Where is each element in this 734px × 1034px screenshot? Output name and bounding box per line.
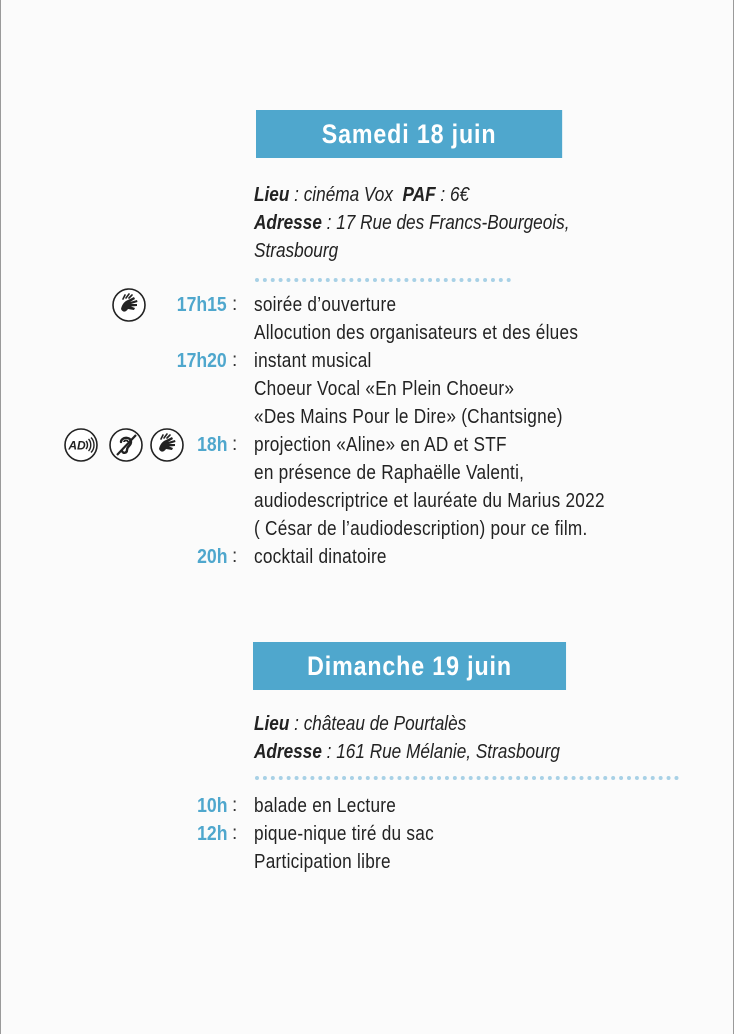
schedule-row <box>1 459 734 487</box>
sunday-lieu-sep: : <box>289 713 304 735</box>
schedule-row <box>1 543 734 571</box>
schedule-time: 10h <box>196 795 227 817</box>
schedule-time: 17h15 <box>177 294 227 316</box>
schedule-text: pique-nique tiré du sac <box>254 823 434 845</box>
sunday-lieu-value: château de Pourtalès <box>303 713 467 735</box>
schedule-text: «Des Mains Pour le Dire» (Chantsigne) <box>254 406 563 428</box>
sign-language-icon <box>112 288 146 322</box>
saturday-lieu-sep: : <box>289 184 304 206</box>
sunday-adresse-label: Adresse <box>254 741 322 763</box>
svg-text:AD: AD <box>68 438 86 453</box>
saturday-adresse-line2: Strasbourg <box>254 240 339 262</box>
sign-language-icon <box>150 428 184 462</box>
schedule-text: audiodescriptrice et lauréate du Marius 2022 <box>254 490 605 512</box>
schedule-colon: : <box>232 434 238 455</box>
audio-description-icon <box>64 428 98 462</box>
schedule-text: cocktail dinatoire <box>254 546 387 568</box>
schedule-text: Allocution des organisateurs et des élues <box>254 322 579 344</box>
schedule-text: en présence de Raphaëlle Valenti, <box>254 462 525 484</box>
sunday-address <box>254 738 560 766</box>
schedule-text: ( César de l’audiodescription) pour ce film. <box>254 518 588 540</box>
schedule-colon: : <box>232 795 238 816</box>
sunday-divider <box>255 776 679 780</box>
sunday-lieu-label: Lieu <box>254 713 290 735</box>
saturday-lieu-value: cinéma Vox <box>303 184 393 206</box>
schedule-row <box>1 291 734 319</box>
schedule-time: 17h20 <box>177 350 227 372</box>
schedule-colon: : <box>232 350 238 371</box>
schedule-row <box>1 515 734 543</box>
schedule-text: projection «Aline» en AD et STF <box>254 434 507 456</box>
sunday-adresse-value: 161 Rue Mélanie, Strasbourg <box>336 741 560 763</box>
sunday-venue <box>254 710 466 738</box>
schedule-text: Choeur Vocal «En Plein Choeur» <box>254 378 515 400</box>
schedule-time: 20h <box>196 546 227 568</box>
sunday-title: Dimanche 19 juin <box>307 650 512 681</box>
saturday-adresse-label: Adresse <box>254 212 322 234</box>
saturday-lieu-label: Lieu <box>254 184 290 206</box>
saturday-paf-label: PAF <box>402 184 436 206</box>
schedule-text: soirée d’ouverture <box>254 294 397 316</box>
schedule-row <box>1 403 734 431</box>
schedule-time: 18h <box>196 434 227 456</box>
sunday-adresse-sep: : <box>321 741 337 763</box>
schedule-text: balade en Lecture <box>254 795 397 817</box>
saturday-divider <box>255 278 511 282</box>
saturday-address <box>254 209 569 237</box>
schedule-row <box>1 375 734 403</box>
saturday-address-city <box>254 237 338 265</box>
saturday-paf-value: 6€ <box>449 184 470 206</box>
schedule-text: instant musical <box>254 350 372 372</box>
saturday-paf-sep: : <box>435 184 450 206</box>
schedule-row <box>1 347 734 375</box>
schedule-colon: : <box>232 546 238 567</box>
saturday-adresse-sep: : <box>321 212 337 234</box>
hearing-loop-icon <box>109 428 143 462</box>
schedule-row <box>1 792 734 820</box>
schedule-time: 12h <box>196 823 227 845</box>
schedule-text: Participation libre <box>254 851 391 873</box>
schedule-row <box>1 820 734 848</box>
schedule-row <box>1 487 734 515</box>
schedule-row <box>1 848 734 876</box>
saturday-venue <box>254 181 469 209</box>
schedule-row <box>1 319 734 347</box>
saturday-banner <box>256 110 562 158</box>
schedule-colon: : <box>232 294 238 315</box>
schedule-colon: : <box>232 823 238 844</box>
saturday-adresse-line1: 17 Rue des Francs-Bourgeois, <box>336 212 570 234</box>
sunday-banner <box>253 642 566 690</box>
saturday-title: Samedi 18 juin <box>321 118 497 149</box>
